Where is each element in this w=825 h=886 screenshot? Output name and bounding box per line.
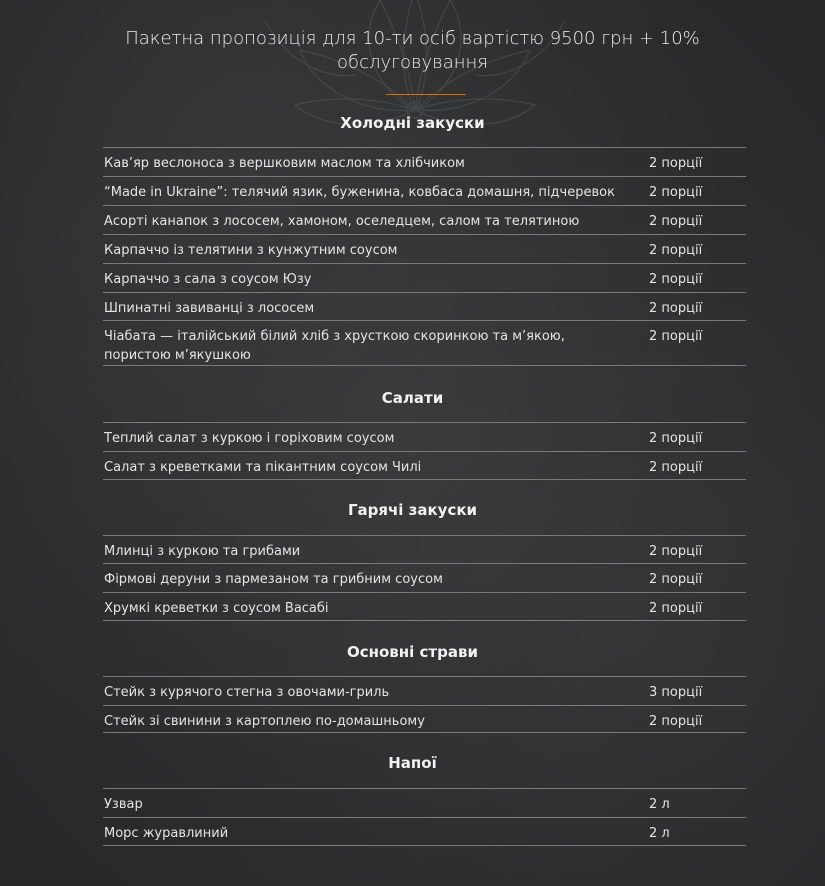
dish-quantity: 2 порції	[649, 272, 703, 287]
table-row	[103, 451, 746, 480]
dish-quantity: 2 порції	[649, 329, 703, 344]
dish-quantity: 2 порції	[649, 572, 703, 587]
table-row	[103, 147, 746, 176]
dish-name: “Made in Ukraine”: телячий язик, буженина, ковбаса домашня, підчеревок	[104, 185, 615, 200]
dish-quantity: 2 порції	[649, 214, 703, 229]
page-title-line1: Пакетна пропозиція для 10-ти осіб вартістю 9500 грн + 10%	[125, 28, 700, 49]
menu-table-drinks	[103, 788, 746, 846]
section-title-drinks: Напої	[388, 754, 437, 772]
dish-quantity: 2 порції	[649, 156, 703, 171]
dish-quantity: 2 порції	[649, 544, 703, 559]
dish-quantity: 3 порції	[649, 685, 703, 700]
table-row	[103, 592, 746, 621]
table-row	[103, 292, 746, 320]
dish-quantity: 2 порції	[649, 185, 703, 200]
section-title-cold-appetizers: Холодні закуски	[340, 114, 485, 132]
table-row	[103, 320, 746, 366]
dish-quantity: 2 порції	[649, 714, 703, 729]
table-row	[103, 705, 746, 733]
dish-name: Млинці з куркою та грибами	[104, 544, 301, 559]
table-row	[103, 535, 746, 563]
dish-name: Чіабата — італійський білий хліб з хрусткою скоринкою та м’якою, пористою м’якушкою	[104, 329, 565, 363]
table-row	[103, 817, 746, 846]
menu-table-salads	[103, 422, 746, 480]
dish-quantity: 2 порції	[649, 431, 703, 446]
dish-name: Узвар	[104, 797, 143, 812]
table-row	[103, 563, 746, 592]
dish-name: Морс журавлиний	[104, 826, 229, 841]
dish-name: Карпаччо із телятини з кунжутним соусом	[104, 243, 398, 258]
table-row	[103, 234, 746, 263]
dish-quantity: 2 порції	[649, 243, 703, 258]
dish-name: Асорті канапок з лососем, хамоном, оселедцем, салом та телятиною	[104, 214, 580, 229]
table-row	[103, 263, 746, 292]
dish-name: Теплий салат з куркою і горіховим соусом	[104, 431, 395, 446]
section-title-salads: Салати	[381, 389, 444, 407]
dish-name: Кав’яр веслоноса з вершковим маслом та хлібчиком	[104, 156, 465, 171]
dish-quantity: 2 порції	[649, 301, 703, 316]
dish-quantity: 2 порції	[649, 460, 703, 475]
table-row	[103, 422, 746, 451]
dish-name: Стейк з курячого стегна з овочами-гриль	[104, 685, 390, 700]
menu-table-hot-appetizers	[103, 535, 746, 621]
dish-name: Фірмові деруни з пармезаном та грибним соусом	[104, 572, 443, 587]
table-row	[103, 205, 746, 234]
table-row	[103, 676, 746, 705]
dish-name: Хрумкі креветки з соусом Васабі	[104, 601, 329, 616]
dish-name: Шпинатні завиванці з лососем	[104, 301, 315, 316]
table-row	[103, 176, 746, 205]
menu-table-cold-appetizers	[103, 147, 746, 366]
dish-name: Карпаччо з сала з соусом Юзу	[104, 272, 312, 287]
title-divider	[386, 94, 466, 95]
dish-name: Стейк зі свинини з картоплею по-домашньому	[104, 714, 425, 729]
dish-name: Салат з креветками та пікантним соусом Чилі	[104, 460, 422, 475]
dish-quantity: 2 л	[649, 826, 670, 841]
table-row	[103, 788, 746, 817]
page-title	[0, 27, 825, 75]
menu-table-main-courses	[103, 676, 746, 733]
dish-quantity: 2 л	[649, 797, 670, 812]
page-title-line2: обслуговування	[337, 52, 488, 73]
section-title-hot-appetizers: Гарячі закуски	[347, 501, 478, 519]
dish-quantity: 2 порції	[649, 601, 703, 616]
section-title-main-courses: Основні страви	[347, 643, 478, 661]
